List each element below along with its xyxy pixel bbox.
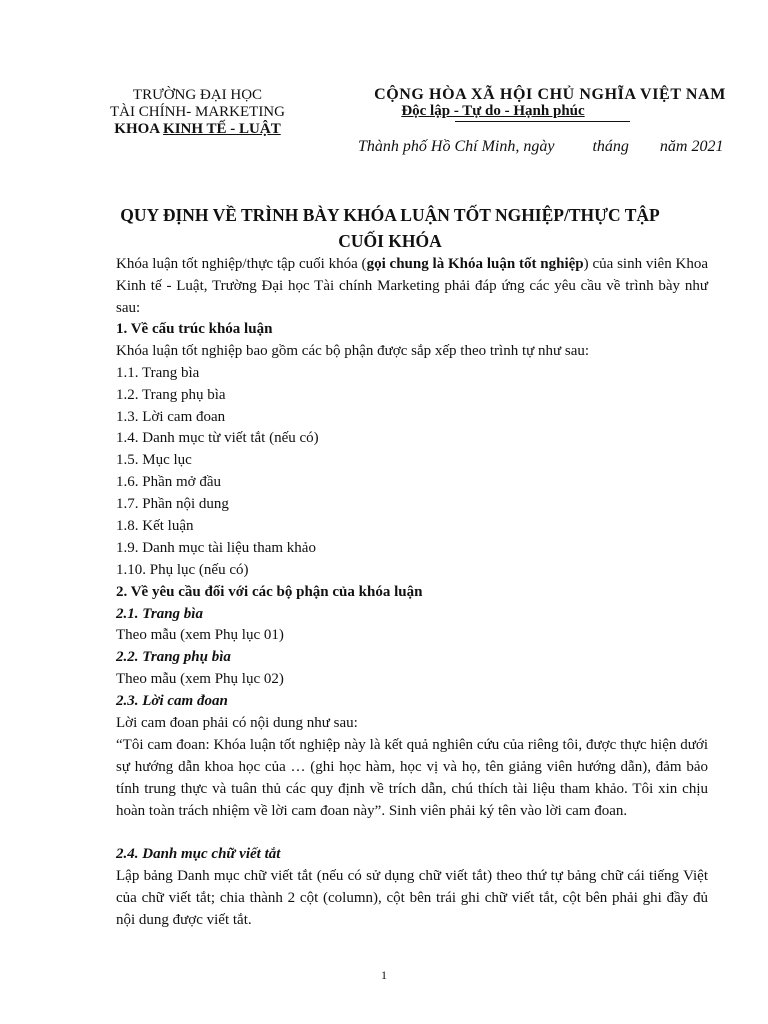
section-1-heading: 1. Về cấu trúc khóa luận <box>116 321 273 337</box>
national-motto-title: CỘNG HÒA XÃ HỘI CHỦ NGHĨA VIỆT NAM <box>374 86 726 103</box>
structure-item: 1.5. Mục lục <box>116 452 192 469</box>
subsection-2-1-text: Theo mẫu (xem Phụ lục 01) <box>116 627 284 644</box>
page-number: 1 <box>381 968 387 982</box>
structure-item: 1.7. Phần nội dung <box>116 496 229 513</box>
motto-underline <box>455 121 630 122</box>
structure-item: 1.4. Danh mục từ viết tắt (nếu có) <box>116 430 319 447</box>
structure-item: 1.3. Lời cam đoan <box>116 408 226 425</box>
subsection-2-3-lead: Lời cam đoan phải có nội dung như sau: <box>116 715 358 732</box>
faculty-prefix: KHOA <box>114 121 164 137</box>
university-name-line1: TRƯỜNG ĐẠI HỌC <box>132 87 263 103</box>
structure-item: 1.9. Danh mục tài liệu tham khảo <box>116 539 316 556</box>
subsection-2-2-heading: 2.2. Trang phụ bìa <box>116 649 231 666</box>
declaration-quote: “Tôi cam đoan: Khóa luận tốt nghiệp này là kết quả nghiên cứu của riêng tôi, được thực hiện dưới sự hướng dẫn khoa học của … (ghi học hàm, học vị và họ, tên giảng viên hướng dẫn), đảm bảo tính trung thực và tuân thủ các quy định về trích dẫn, chú thích tài liệu tham khảo. Tôi xin chịu hoàn toàn trách nhiệm về lời cam đoan này”. Sinh viên phải ký tên vào lời cam đoan. <box>116 737 708 819</box>
university-name-line2: TÀI CHÍNH- MARKETING <box>110 104 285 120</box>
date-location <box>358 138 723 156</box>
institution-block <box>80 87 315 138</box>
national-motto-subtitle: Độc lập - Tự do - Hạnh phúc <box>401 103 585 119</box>
date-year: năm 2021 <box>659 138 724 155</box>
document-title-line2: CUỐI KHÓA <box>338 231 442 251</box>
subsection-2-4-heading: 2.4. Danh mục chữ viết tắt <box>116 846 281 862</box>
document-title-line1: QUY ĐỊNH VỀ TRÌNH BÀY KHÓA LUẬN TỐT NGHIỆP/THỰC TẬP <box>120 205 660 225</box>
subsection-2-4-text: Lập bảng Danh mục chữ viết tắt (nếu có sử dụng chữ viết tắt) theo thứ tự bảng chữ cái tiếng Việt của chữ viết tắt; chia thành 2 cột (column), cột bên trái ghi chữ viết tắt, cột bên phải ghi đầy đủ nội dung được viết tắt. <box>116 868 708 928</box>
structure-item: 1.6. Phần mở đầu <box>116 474 222 491</box>
structure-item: 1.2. Trang phụ bìa <box>116 386 226 403</box>
intro-text-c: ) của sinh viên Khoa Kinh tế - Luật, Trường Đại học Tài chính Marketing phải đáp ứng các yêu cầu về trình bày như sau: <box>116 256 708 316</box>
subsection-2-1-heading: 2.1. Trang bìa <box>116 605 203 622</box>
section-1 <box>116 319 708 735</box>
section-2-heading: 2. Về yêu cầu đối với các bộ phận của khóa luận <box>116 583 423 600</box>
intro-text-bold: gọi chung là Khóa luận tốt nghiệp <box>366 256 584 272</box>
intro-paragraph <box>116 254 708 320</box>
structure-item: 1.1. Trang bìa <box>116 364 200 381</box>
intro-text-a: Khóa luận tốt nghiệp/thực tập cuối khóa ( <box>116 256 367 272</box>
subsection-2-3-heading: 2.3. Lời cam đoan <box>116 693 228 710</box>
date-city: Thành phố Hồ Chí Minh, ngày <box>358 138 555 155</box>
faculty-name <box>80 121 315 138</box>
faculty-name-underlined: KINH TẾ - LUẬT <box>163 121 281 137</box>
structure-item: 1.10. Phụ lục (nếu có) <box>116 561 249 578</box>
section-1-lead: Khóa luận tốt nghiệp bao gồm các bộ phận được sắp xếp theo trình tự như sau: <box>116 342 590 359</box>
subsection-2-2-text: Theo mẫu (xem Phụ lục 02) <box>116 671 284 688</box>
subsection-2-4 <box>116 844 708 866</box>
date-month: tháng <box>592 138 629 155</box>
structure-item: 1.8. Kết luận <box>116 518 194 535</box>
